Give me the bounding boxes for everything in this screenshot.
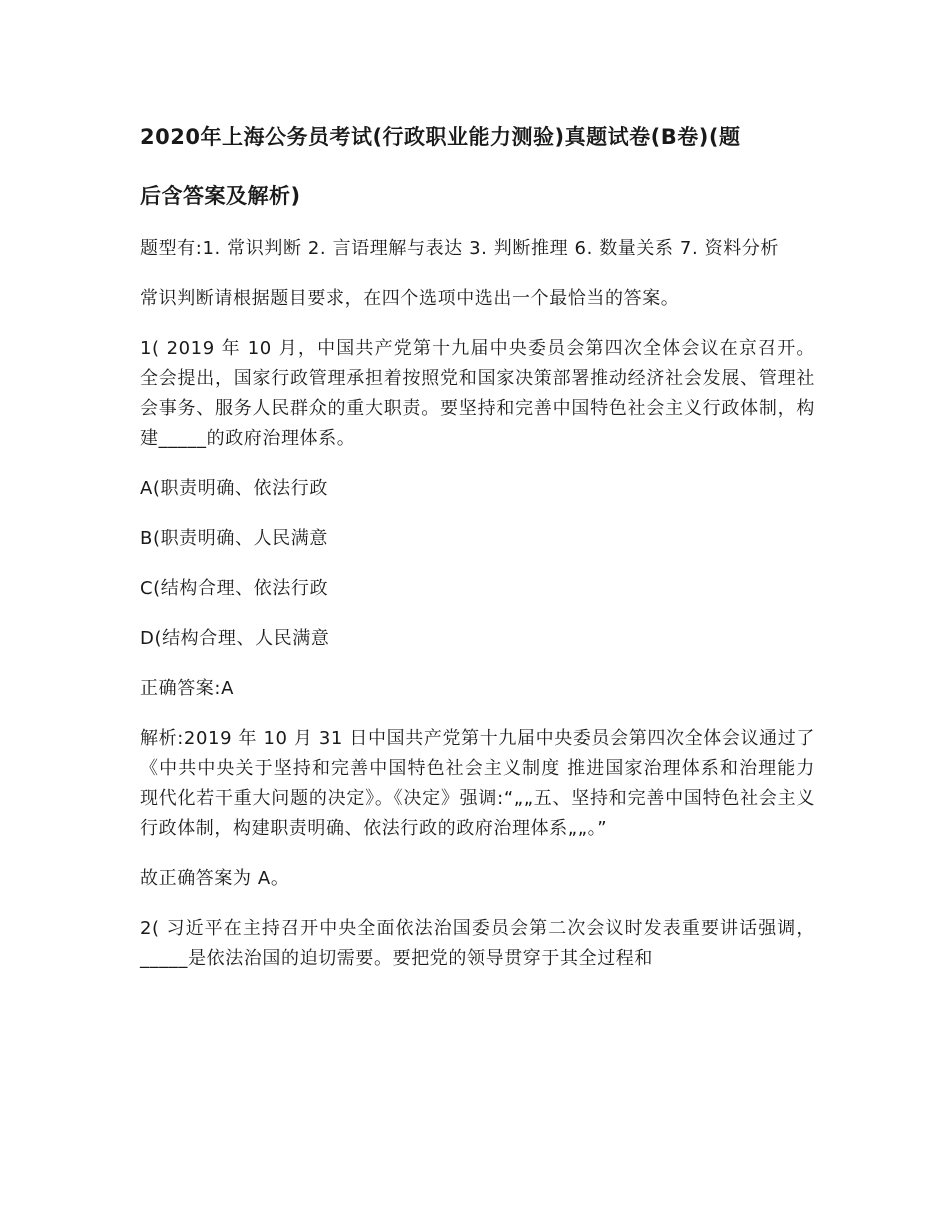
question-1-analysis: 解析:2019 年 10 月 31 日中国共产党第十九届中央委员会第四次全体会议通过了《中共中央关于坚持和完善中国特色社会主义制度 推进国家治理体系和治理能力现代化若干重大问题的决定》。《决定》强调:“„„五、坚持和完善中国特色社会主义行政体制，构建职责明确、依法行政的政府治理体系„„。”: [140, 728, 815, 839]
section-instruction: 常识判断请根据题目要求，在四个选项中选出一个最恰当的答案。: [140, 288, 680, 309]
question-1-option-b: B(职责明确、人民满意: [140, 528, 328, 549]
document-title-line1: 2020年上海公务员考试(行政职业能力测验)真题试卷(B卷)(题: [140, 125, 741, 149]
question-1-conclusion: 故正确答案为 A。: [140, 868, 290, 889]
question-2-stem: 2( 习近平在主持召开中央全面依法治国委员会第二次会议时发表重要讲话强调，_____是依法治国的迫切需要。要把党的领导贯穿于其全过程和: [140, 918, 815, 969]
question-1-stem: 1( 2019 年 10 月，中国共产党第十九届中央委员会第四次全体会议在京召开。全会提出，国家行政管理承担着按照党和国家决策部署推动经济社会发展、管理社会事务、服务人民群众的重大职责。要坚持和完善中国特色社会主义行政体制，构建_____的政府治理体系。: [140, 338, 815, 449]
question-1-option-c: C(结构合理、依法行政: [140, 578, 329, 599]
question-1-option-a: A(职责明确、依法行政: [140, 478, 328, 499]
question-1-answer: 正确答案:A: [140, 678, 234, 699]
document-title-line2: 后含答案及解析): [140, 184, 301, 208]
question-1-option-d: D(结构合理、人民满意: [140, 628, 330, 649]
document-page: [140, 118, 815, 974]
question-types: 题型有:1. 常识判断 2. 言语理解与表达 3. 判断推理 6. 数量关系 7. 资料分析: [140, 238, 780, 259]
